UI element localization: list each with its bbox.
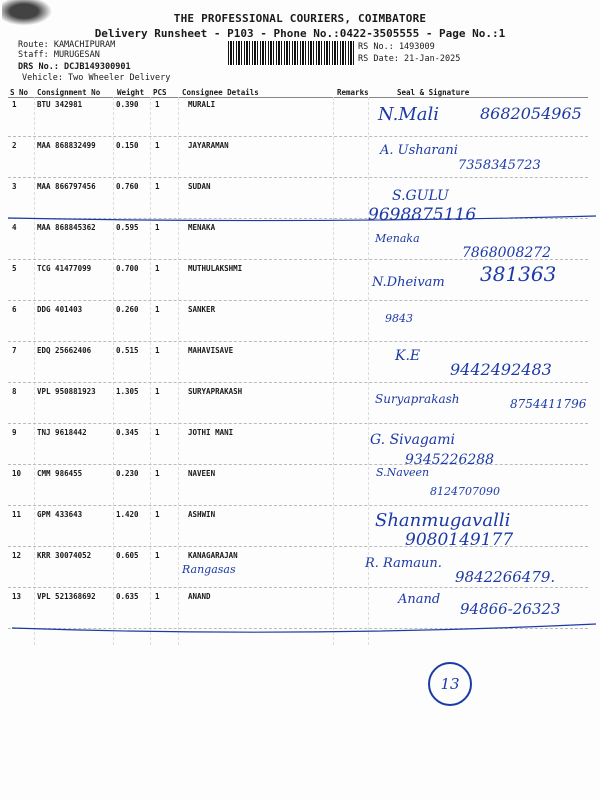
runsheet-title: Delivery Runsheet - P103 - Phone No.:0422-3505555 - Page No.:1 (94, 27, 506, 40)
signature-6: 9843 (385, 312, 413, 325)
phone-4: 7868008272 (462, 245, 552, 261)
row-8-consignment: VPL 950881923 (37, 387, 96, 396)
col-remarks: Remarks (337, 88, 369, 97)
page-circle-mark: 13 (428, 662, 472, 706)
row-1-weight: 0.390 (116, 100, 139, 109)
phone-1: 8682054965 (480, 104, 582, 123)
row-7-consignee: MAHAVISAVE (188, 346, 234, 355)
row-6-sno: 6 (12, 305, 17, 314)
row-5-consignee: MUTHULAKSHMI (188, 264, 243, 273)
row-8-pcs: 1 (155, 387, 160, 396)
row-11-weight: 1.420 (116, 510, 139, 519)
row-11-consignment: GPM 433643 (37, 510, 83, 519)
row-4-pcs: 1 (155, 223, 160, 232)
row-divider (8, 136, 588, 137)
row-12-consignee: KANAGARAJAN (188, 551, 238, 560)
row-10-weight: 0.230 (116, 469, 139, 478)
row-4-consignment: MAA 868845362 (37, 223, 96, 232)
phone-11: 9080149177 (405, 530, 514, 550)
handwritten-name-note: Rangasas (182, 563, 236, 576)
row-8-weight: 1.305 (116, 387, 139, 396)
col-sno: S No (10, 88, 29, 97)
row-11-consignee: ASHWIN (188, 510, 216, 519)
row-12-weight: 0.605 (116, 551, 139, 560)
row-8-consignee: SURYAPRAKASH (188, 387, 243, 396)
signature-11: Shanmugavalli (375, 510, 511, 531)
row-3-pcs: 1 (155, 182, 160, 191)
row-8-sno: 8 (12, 387, 17, 396)
col-consignee: Consignee Details (182, 88, 259, 97)
row-6-pcs: 1 (155, 305, 160, 314)
signature-5: N.Dheivam (372, 275, 445, 290)
row-5-pcs: 1 (155, 264, 160, 273)
row-5-weight: 0.700 (116, 264, 139, 273)
row-13-consignee: ANAND (188, 592, 211, 601)
header-divider (8, 97, 588, 98)
row-10-pcs: 1 (155, 469, 160, 478)
row-2-pcs: 1 (155, 141, 160, 150)
row-9-consignee: JOTHI MANI (188, 428, 234, 437)
row-13-pcs: 1 (155, 592, 160, 601)
drs-number: DRS No.: DCJB149300901 (18, 62, 131, 72)
rs-date: RS Date: 21-Jan-2025 (358, 54, 461, 64)
phone-5: 381363 (480, 262, 557, 286)
signature-1: N.Mali (378, 104, 439, 125)
signature-9: G. Sivagami (370, 432, 455, 448)
row-3-consignee: SUDAN (188, 182, 211, 191)
phone-13: 94866-26323 (460, 600, 561, 618)
phone-3: 9698875116 (368, 205, 477, 225)
col-seal-signature: Seal & Signature (397, 88, 470, 97)
row-12-pcs: 1 (155, 551, 160, 560)
row-7-sno: 7 (12, 346, 17, 355)
signature-13: Anand (398, 592, 441, 607)
row-2-sno: 2 (12, 141, 17, 150)
row-1-consignee: MURALI (188, 100, 216, 109)
row-4-sno: 4 (12, 223, 17, 232)
row-7-consignment: EDQ 25662406 (37, 346, 92, 355)
phone-10: 8124707090 (430, 485, 500, 498)
row-divider (8, 177, 588, 178)
row-13-weight: 0.635 (116, 592, 139, 601)
row-6-consignee: SANKER (188, 305, 216, 314)
row-1-pcs: 1 (155, 100, 160, 109)
row-11-sno: 11 (12, 510, 22, 519)
row-3-sno: 3 (12, 182, 17, 191)
row-13-consignment: VPL 521368692 (37, 592, 96, 601)
row-13-sno: 13 (12, 592, 22, 601)
signature-4: Menaka (375, 232, 420, 245)
row-9-pcs: 1 (155, 428, 160, 437)
row-10-sno: 10 (12, 469, 22, 478)
signature-10: S.Naveen (376, 466, 430, 479)
row-9-sno: 9 (12, 428, 17, 437)
row-12-sno: 12 (12, 551, 22, 560)
row-2-weight: 0.150 (116, 141, 139, 150)
row-9-consignment: TNJ 9618442 (37, 428, 87, 437)
pen-lines (0, 210, 600, 650)
row-1-sno: 1 (12, 100, 17, 109)
row-6-consignment: DDG 401403 (37, 305, 83, 314)
row-4-weight: 0.595 (116, 223, 139, 232)
row-5-sno: 5 (12, 264, 17, 273)
row-12-consignment: KRR 30074052 (37, 551, 92, 560)
row-3-consignment: MAA 866797456 (37, 182, 96, 191)
signature-2: A. Usharani (380, 143, 458, 158)
col-consignment: Consignment No (37, 88, 101, 97)
company-title: THE PROFESSIONAL COURIERS, COIMBATORE (173, 12, 427, 25)
signature-3: S.GULU (392, 188, 449, 204)
phone-9: 9345226288 (405, 452, 495, 468)
phone-8: 8754411796 (510, 397, 587, 411)
row-2-consignment: MAA 868832499 (37, 141, 96, 150)
col-weight: Weight (117, 88, 145, 97)
row-7-pcs: 1 (155, 346, 160, 355)
row-2-consignee: JAYARAMAN (188, 141, 229, 150)
signature-7: K.E (395, 348, 421, 364)
signature-8: Suryaprakash (375, 392, 460, 406)
row-10-consignment: CMM 986455 (37, 469, 83, 478)
rs-number: RS No.: 1493009 (358, 42, 435, 52)
row-1-consignment: BTU 342981 (37, 100, 83, 109)
row-10-consignee: NAVEEN (188, 469, 216, 478)
row-9-weight: 0.345 (116, 428, 139, 437)
phone-12: 9842266479. (455, 568, 556, 586)
row-4-consignee: MENAKA (188, 223, 216, 232)
signature-12: R. Ramaun. (365, 556, 442, 571)
col-pcs: PCS (153, 88, 167, 97)
row-3-weight: 0.760 (116, 182, 139, 191)
phone-2: 7358345723 (458, 158, 541, 173)
row-7-weight: 0.515 (116, 346, 139, 355)
phone-7: 9442492483 (450, 360, 552, 379)
vehicle: Vehicle: Two Wheeler Delivery (22, 73, 171, 83)
route: Route: KAMACHIPURAM (18, 40, 116, 50)
row-11-pcs: 1 (155, 510, 160, 519)
row-6-weight: 0.260 (116, 305, 139, 314)
barcode (228, 41, 356, 65)
row-5-consignment: TCG 41477099 (37, 264, 92, 273)
staff: Staff: MURUGESAN (18, 50, 100, 60)
